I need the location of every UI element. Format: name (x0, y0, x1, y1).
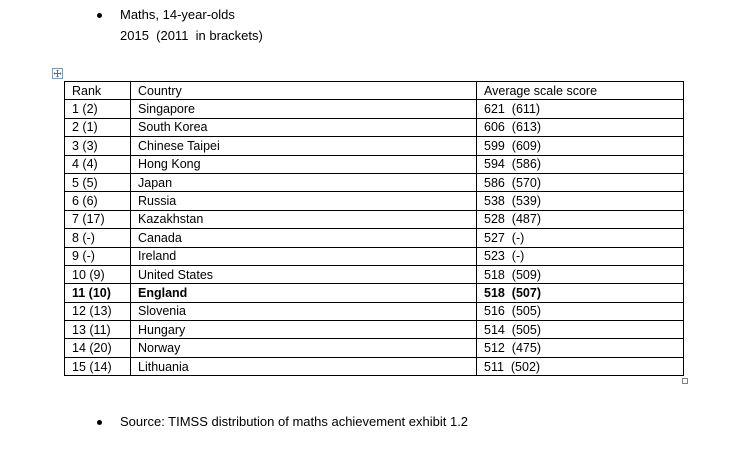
table-row (65, 210, 684, 228)
move-arrows-icon[interactable] (52, 68, 63, 79)
cell-score: 528 (487) (477, 210, 684, 228)
cell-country: Hong Kong (131, 155, 477, 173)
cell-score: 518 (507) (477, 284, 684, 302)
bullet-icon (97, 13, 102, 18)
cell-score: 586 (570) (477, 173, 684, 191)
table-row (65, 137, 684, 155)
cell-rank: 6 (6) (65, 192, 131, 210)
header-score: Average scale score (477, 82, 684, 100)
cell-score: 538 (539) (477, 192, 684, 210)
table-row (65, 247, 684, 265)
table-row-highlighted (65, 284, 684, 302)
cell-rank: 10 (9) (65, 265, 131, 283)
source-bullet-text: Source: TIMSS distribution of maths achievement exhibit 1.2 (120, 414, 469, 429)
cell-score: 599 (609) (477, 137, 684, 155)
cell-rank: 3 (3) (65, 137, 131, 155)
cell-country: Chinese Taipei (131, 137, 477, 155)
table-row (65, 302, 684, 320)
bullet-icon (97, 420, 102, 425)
cell-score: 516 (505) (477, 302, 684, 320)
cell-score: 621 (611) (477, 100, 684, 118)
ranking-table (64, 81, 684, 376)
header-rank: Rank (65, 82, 131, 100)
cell-country: Canada (131, 229, 477, 247)
cell-rank: 12 (13) (65, 302, 131, 320)
cell-rank: 8 (-) (65, 229, 131, 247)
cell-country: England (131, 284, 477, 302)
cell-country: Ireland (131, 247, 477, 265)
table-row (65, 321, 684, 339)
cell-score: 511 (502) (477, 357, 684, 375)
table-row (65, 192, 684, 210)
cell-country: Singapore (131, 100, 477, 118)
cell-country: Slovenia (131, 302, 477, 320)
table-row (65, 265, 684, 283)
cell-country: Russia (131, 192, 477, 210)
table-row (65, 100, 684, 118)
cell-rank: 5 (5) (65, 173, 131, 191)
cell-country: United States (131, 265, 477, 283)
cell-rank: 14 (20) (65, 339, 131, 357)
heading-subtext: 2015 (2011 in brackets) (120, 28, 263, 43)
cell-country: Hungary (131, 321, 477, 339)
cell-rank: 9 (-) (65, 247, 131, 265)
cell-rank: 1 (2) (65, 100, 131, 118)
cell-rank: 4 (4) (65, 155, 131, 173)
cell-rank: 11 (10) (65, 284, 131, 302)
cell-country: Kazakhstan (131, 210, 477, 228)
cell-country: South Korea (131, 118, 477, 136)
resize-handle-icon[interactable] (682, 378, 688, 384)
cell-country: Norway (131, 339, 477, 357)
cell-country: Lithuania (131, 357, 477, 375)
cell-score: 606 (613) (477, 118, 684, 136)
table-row (65, 173, 684, 191)
table-row (65, 357, 684, 375)
table-row (65, 118, 684, 136)
cell-rank: 15 (14) (65, 357, 131, 375)
cell-rank: 2 (1) (65, 118, 131, 136)
cell-country: Japan (131, 173, 477, 191)
table-header-row (65, 82, 684, 100)
table-row (65, 155, 684, 173)
cell-score: 518 (509) (477, 265, 684, 283)
cell-score: 527 (-) (477, 229, 684, 247)
cell-score: 523 (-) (477, 247, 684, 265)
heading-bullet-text: Maths, 14-year-olds (120, 7, 235, 22)
cell-rank: 7 (17) (65, 210, 131, 228)
table-row (65, 229, 684, 247)
cell-score: 512 (475) (477, 339, 684, 357)
cell-rank: 13 (11) (65, 321, 131, 339)
cell-score: 514 (505) (477, 321, 684, 339)
header-country: Country (131, 82, 477, 100)
cell-score: 594 (586) (477, 155, 684, 173)
table-row (65, 339, 684, 357)
